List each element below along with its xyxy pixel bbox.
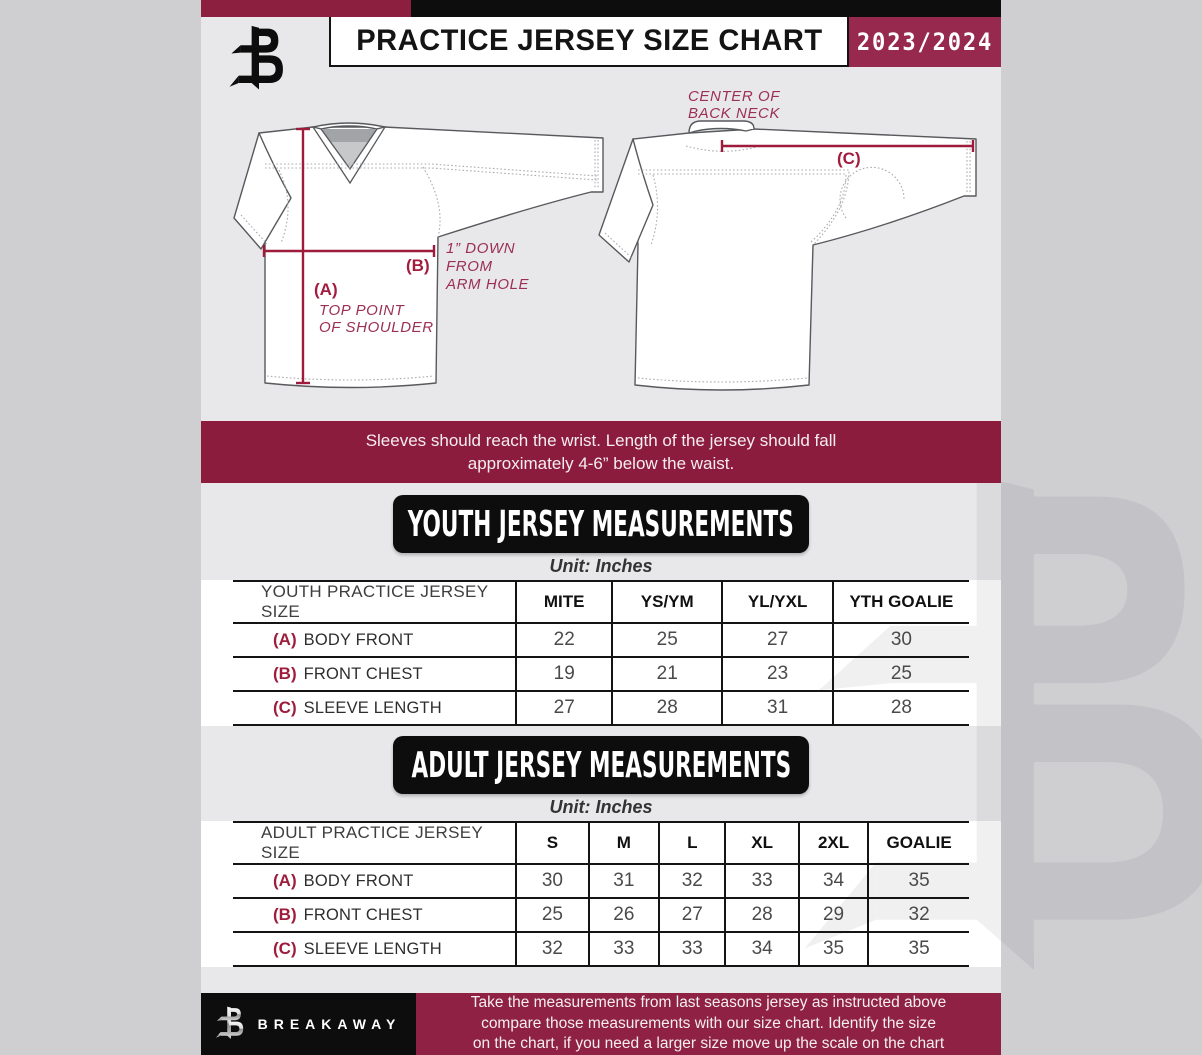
page-title: PRACTICE JERSEY SIZE CHART — [355, 24, 823, 57]
youth-size-label: YOUTH PRACTICE JERSEY SIZE — [261, 582, 489, 621]
top-strip — [201, 0, 1001, 17]
cell-value: 25 — [833, 657, 969, 691]
youth-col-ysym: YS/YM — [612, 581, 722, 623]
footer-note — [416, 993, 1001, 1055]
label-a-tag: (A) — [314, 280, 338, 299]
row-name: FRONT CHEST — [303, 665, 423, 683]
adult-size-table — [233, 821, 969, 967]
label-c-desc-2: BACK NECK — [688, 105, 781, 122]
jersey-diagram — [201, 67, 1001, 421]
cell-value: 28 — [833, 691, 969, 725]
footer-note-line-1: Take the measurements from last seasons jersey as instructed above — [470, 994, 947, 1012]
table-row — [233, 932, 969, 966]
cell-value: 25 — [612, 623, 722, 657]
adult-col-s: S — [516, 822, 588, 864]
season-text: 2023/2024 — [856, 28, 994, 56]
cell-value: 25 — [516, 898, 588, 932]
footer — [201, 993, 1001, 1055]
title-box — [329, 17, 849, 67]
label-c-desc-1: CENTER OF — [688, 88, 781, 105]
youth-col-mite: MITE — [516, 581, 612, 623]
cell-value: 35 — [868, 932, 969, 966]
label-a-desc-2: OF SHOULDER — [319, 319, 434, 336]
cell-value: 27 — [722, 623, 832, 657]
cell-value: 27 — [659, 898, 725, 932]
label-b-desc-2: FROM — [446, 258, 493, 275]
row-tag: (B) — [273, 905, 297, 924]
cell-value: 31 — [589, 864, 660, 898]
row-tag: (C) — [273, 698, 297, 717]
cell-value: 32 — [516, 932, 588, 966]
adult-unit-label: Unit: Inches — [549, 797, 653, 817]
youth-size-table — [233, 580, 969, 726]
adult-banner-text: ADULT JERSEY MEASUREMENTS — [411, 744, 791, 786]
front-jersey-diagram — [234, 123, 603, 388]
cell-value: 33 — [659, 932, 725, 966]
brand-name: BREAKAWAY — [257, 1016, 402, 1032]
cell-value: 31 — [722, 691, 832, 725]
adult-col-2xl: 2XL — [799, 822, 868, 864]
row-tag: (A) — [273, 871, 297, 890]
cell-value: 30 — [516, 864, 588, 898]
cell-value: 23 — [722, 657, 832, 691]
row-name: FRONT CHEST — [303, 906, 423, 924]
adult-col-goalie: GOALIE — [868, 822, 969, 864]
label-a-desc-1: TOP POINT — [319, 302, 405, 319]
youth-header-row — [233, 581, 969, 623]
label-c-tag: (C) — [837, 149, 861, 168]
youth-col-ylyxl: YL/YXL — [722, 581, 832, 623]
footer-note-line-3: on the chart, if you need a larger size move up the scale on the chart — [472, 1035, 945, 1053]
header — [201, 17, 1001, 67]
cell-value: 35 — [799, 932, 868, 966]
youth-table-band — [201, 580, 1001, 726]
cell-value: 32 — [868, 898, 969, 932]
cell-value: 21 — [612, 657, 722, 691]
adult-col-m: M — [589, 822, 660, 864]
cell-value: 27 — [516, 691, 612, 725]
adult-header-row — [233, 822, 969, 864]
cell-value: 29 — [799, 898, 868, 932]
table-row — [233, 864, 969, 898]
footer-note-line-2: compare those measurements with our size chart. Identify the size — [481, 1014, 936, 1032]
youth-col-goalie: YTH GOALIE — [833, 581, 969, 623]
notice-line-2: approximately 4-6” below the waist. — [467, 454, 735, 473]
table-row — [233, 898, 969, 932]
cell-value: 32 — [659, 864, 725, 898]
top-strip-maroon — [201, 0, 411, 17]
cell-value: 22 — [516, 623, 612, 657]
cell-value: 35 — [868, 864, 969, 898]
cell-value: 33 — [589, 932, 660, 966]
youth-section-banner — [393, 495, 809, 553]
row-name: BODY FRONT — [303, 872, 414, 890]
table-row — [233, 657, 969, 691]
cell-value: 19 — [516, 657, 612, 691]
adult-col-xl: XL — [725, 822, 799, 864]
notice-banner — [201, 421, 1001, 483]
breakaway-logo-icon — [216, 1006, 246, 1042]
adult-table-band — [201, 821, 1001, 967]
season-badge — [849, 17, 1001, 67]
cell-value: 30 — [833, 623, 969, 657]
label-b-desc-3: ARM HOLE — [446, 276, 530, 293]
cell-value: 34 — [725, 932, 799, 966]
row-name: SLEEVE LENGTH — [303, 940, 442, 958]
table-row — [233, 623, 969, 657]
adult-col-l: L — [659, 822, 725, 864]
notice-line-1: Sleeves should reach the wrist. Length of the jersey should fall — [365, 431, 837, 450]
row-tag: (A) — [273, 630, 297, 649]
row-name: BODY FRONT — [303, 631, 414, 649]
cell-value: 26 — [589, 898, 660, 932]
breakaway-logo-icon — [227, 25, 291, 95]
row-tag: (C) — [273, 939, 297, 958]
top-strip-black — [411, 0, 1001, 17]
table-row — [233, 691, 969, 725]
cell-value: 34 — [799, 864, 868, 898]
cell-value: 33 — [725, 864, 799, 898]
size-chart-page — [201, 0, 1001, 1053]
label-b-tag: (B) — [406, 256, 430, 275]
cell-value: 28 — [612, 691, 722, 725]
youth-banner-text: YOUTH JERSEY MEASUREMENTS — [407, 503, 795, 545]
back-jersey-diagram — [599, 88, 976, 390]
adult-section-banner — [393, 736, 809, 794]
row-name: SLEEVE LENGTH — [303, 699, 442, 717]
footer-brand — [201, 993, 416, 1055]
adult-size-label: ADULT PRACTICE JERSEY SIZE — [261, 823, 483, 862]
cell-value: 28 — [725, 898, 799, 932]
label-b-desc-1: 1” DOWN — [446, 240, 516, 257]
youth-unit-label: Unit: Inches — [549, 556, 653, 576]
row-tag: (B) — [273, 664, 297, 683]
